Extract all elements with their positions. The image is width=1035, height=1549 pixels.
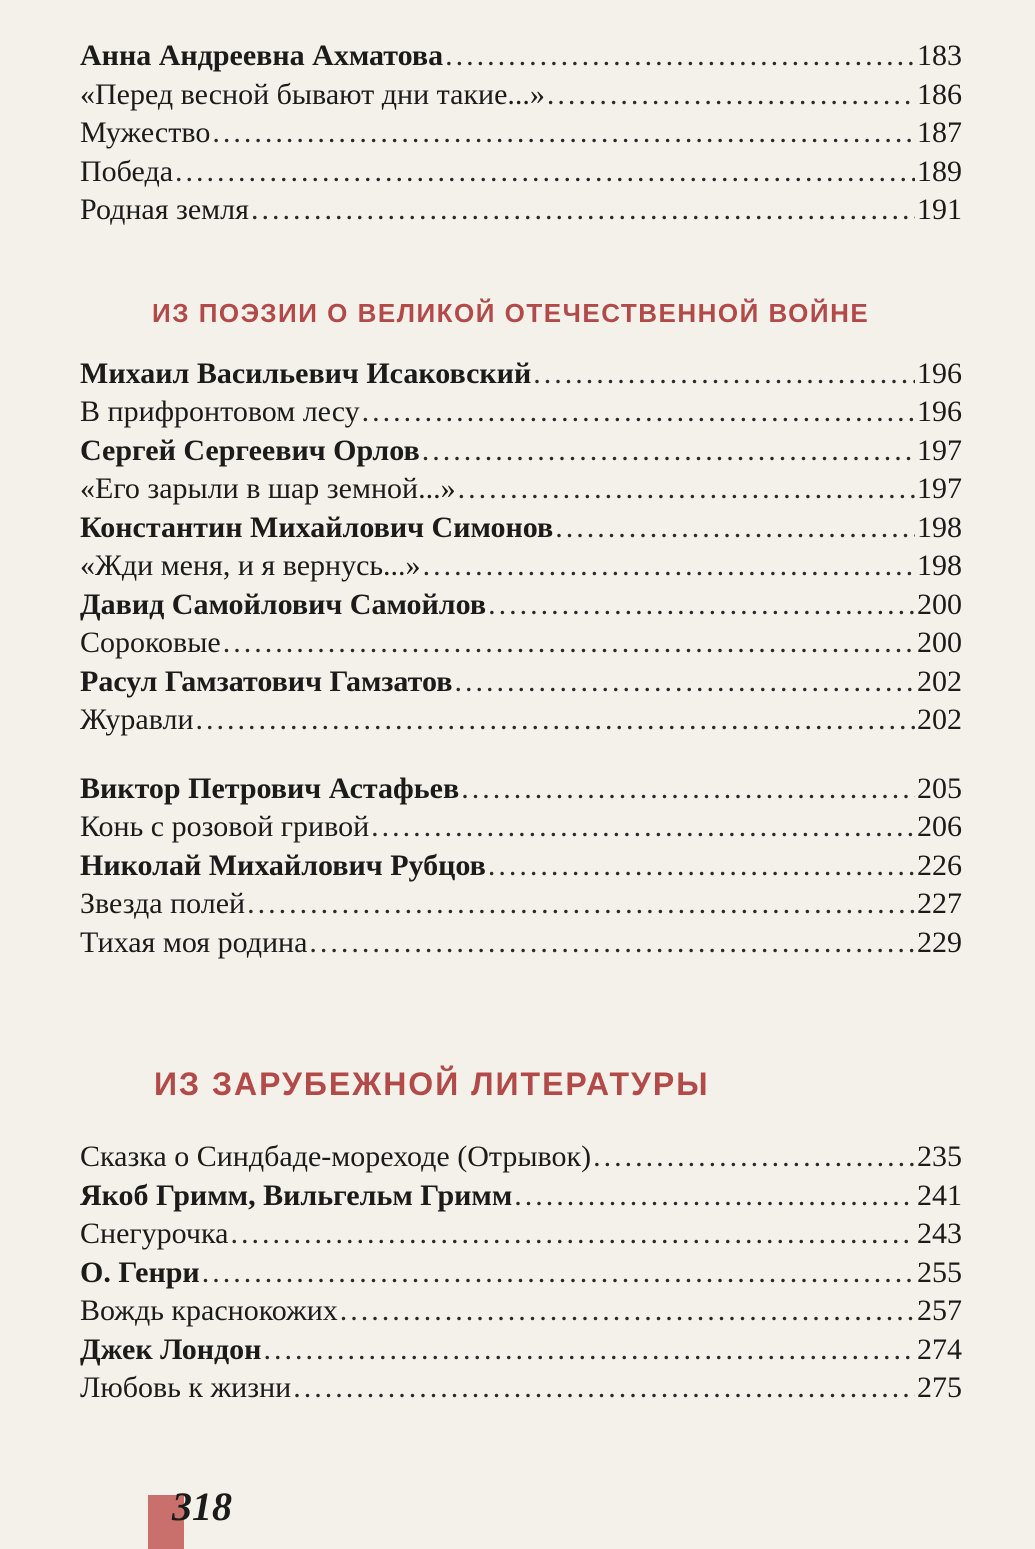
toc-entry[interactable]: [80, 1331, 962, 1370]
toc-entry-page: 187: [917, 116, 962, 149]
toc-entry-title: Якоб Гримм, Вильгельм Гримм: [80, 1178, 513, 1212]
toc-entry-page: 200: [917, 587, 962, 621]
toc-entry-title: Снегурочка: [80, 1217, 229, 1250]
dot-leader: [445, 37, 915, 76]
toc-entry-page: 183: [917, 39, 962, 72]
toc-entry-page: 197: [917, 433, 962, 467]
dot-leader: [223, 624, 915, 663]
toc-entry-title: Вождь краснокожих: [80, 1294, 338, 1327]
dot-leader: [230, 1215, 915, 1254]
toc-entry[interactable]: [80, 153, 962, 192]
dot-leader: [362, 393, 915, 432]
toc-entry[interactable]: [80, 885, 962, 924]
toc-entry[interactable]: [80, 663, 962, 702]
toc-entry-page: 189: [917, 154, 962, 188]
toc-entry-page: 235: [917, 1140, 962, 1173]
toc-entry-title: Сороковые: [80, 626, 221, 659]
toc-entry[interactable]: [80, 547, 962, 586]
spacer: [80, 230, 962, 293]
toc-entry[interactable]: [80, 1254, 962, 1293]
toc-entry[interactable]: [80, 701, 962, 740]
toc-entry[interactable]: [80, 847, 962, 886]
toc-entry-page: 186: [917, 77, 962, 111]
toc-entry-title: Мужество: [80, 116, 211, 149]
dot-leader: [309, 924, 915, 963]
page-number: 318: [172, 1484, 232, 1529]
dot-leader: [488, 847, 915, 886]
toc-entry-page: 227: [917, 887, 962, 920]
dot-leader: [247, 885, 915, 924]
dot-leader: [340, 1292, 915, 1331]
dot-leader: [212, 114, 915, 153]
toc-entry[interactable]: [80, 924, 962, 963]
toc-entry-page: 257: [917, 1294, 962, 1327]
toc-entry-title: «Жди меня, и я вернусь...»: [80, 549, 421, 582]
toc-entry-title: Звезда полей: [80, 887, 246, 920]
spacer: [80, 1104, 962, 1138]
toc-entry-title: «Его зарыли в шар земной...»: [80, 472, 456, 505]
toc-entry-page: 275: [917, 1371, 962, 1404]
spacer: [80, 962, 962, 1064]
toc-entry-page: 198: [917, 510, 962, 544]
toc-entry-page: 191: [917, 193, 962, 226]
toc-entry-title: Николай Михайлович Рубцов: [80, 848, 486, 882]
toc-entry[interactable]: [80, 509, 962, 548]
dot-leader: [251, 191, 915, 230]
toc-entry-page: 205: [917, 771, 962, 805]
toc-entry[interactable]: [80, 76, 962, 115]
dot-leader: [593, 1138, 915, 1177]
toc-entry-page: 202: [917, 664, 962, 698]
toc-entry-title: Тихая моя родина: [80, 925, 308, 959]
toc-entry-page: 200: [917, 626, 962, 659]
toc-entry[interactable]: [80, 586, 962, 625]
dot-leader: [454, 663, 915, 702]
dot-leader: [514, 1177, 915, 1216]
page-footer: [148, 1483, 258, 1549]
toc-entry-page: 255: [917, 1255, 962, 1289]
dot-leader: [555, 509, 915, 548]
toc-entry-title: «Перед весной бывают дни такие...»: [80, 77, 545, 111]
toc-entry[interactable]: [80, 624, 962, 663]
toc-entry-page: 243: [917, 1217, 962, 1250]
toc-entry-page: 274: [917, 1332, 962, 1366]
toc-entry-page: 206: [917, 810, 962, 843]
toc-entry-page: 198: [917, 549, 962, 582]
section-heading-war-poetry: ИЗ ПОЭЗИИ О ВЕЛИКОЙ ОТЕЧЕСТВЕННОЙ ВОЙНЕ: [152, 297, 870, 328]
dot-leader: [533, 355, 915, 394]
toc-entry[interactable]: [80, 37, 962, 76]
toc-group-foreign: [80, 1138, 962, 1408]
toc-entry-title: Победа: [80, 154, 174, 188]
toc-entry-title: Родная земля: [80, 193, 249, 226]
toc-entry[interactable]: [80, 1215, 962, 1254]
toc-entry-page: 226: [917, 848, 962, 882]
toc-entry[interactable]: [80, 355, 962, 394]
toc-entry-title: Виктор Петрович Астафьев: [80, 771, 460, 805]
toc-entry[interactable]: [80, 114, 962, 153]
toc-entry[interactable]: [80, 1138, 962, 1177]
toc-entry-title: Михаил Васильевич Исаковский: [80, 356, 532, 390]
dot-leader: [293, 1369, 915, 1408]
dot-leader: [263, 1331, 915, 1370]
toc-entry-title: Расул Гамзатович Гамзатов: [80, 664, 453, 698]
dot-leader: [423, 547, 915, 586]
toc-entry[interactable]: [80, 1177, 962, 1216]
dot-leader: [371, 808, 915, 847]
toc-entry-title: В прифронтовом лесу: [80, 395, 360, 428]
toc-entry-page: 241: [917, 1178, 962, 1212]
toc-group-war-poetry: [80, 355, 962, 740]
toc-entry-title: Анна Андреевна Ахматова: [80, 39, 444, 72]
toc-entry-title: О. Генри: [80, 1255, 200, 1289]
toc-group-akhmatova: [80, 37, 962, 230]
toc-group-prose: [80, 770, 962, 963]
toc-entry-title: Сказка о Синдбаде-мореходе (Отрывок): [80, 1140, 592, 1173]
toc-entry[interactable]: [80, 470, 962, 509]
toc-entry-title: Любовь к жизни: [80, 1371, 292, 1404]
dot-leader: [461, 770, 915, 809]
dot-leader: [458, 470, 915, 509]
toc-entry-title: Конь с розовой гривой: [80, 810, 370, 843]
dot-leader: [196, 701, 915, 740]
toc-entry[interactable]: [80, 1369, 962, 1408]
toc-entry[interactable]: [80, 191, 962, 230]
section-heading-foreign-literature: ИЗ ЗАРУБЕЖНОЙ ЛИТЕРАТУРЫ: [154, 1066, 710, 1102]
toc-entry-title: Джек Лондон: [80, 1332, 262, 1366]
toc-entry[interactable]: [80, 1292, 962, 1331]
toc-entry-page: 196: [917, 356, 962, 390]
spacer: [80, 333, 962, 355]
dot-leader: [488, 586, 915, 625]
dot-leader: [202, 1254, 915, 1293]
dot-leader: [547, 76, 915, 115]
table-of-contents: [80, 37, 962, 1408]
toc-entry-page: 202: [917, 703, 962, 736]
toc-entry-title: Журавли: [80, 703, 194, 736]
toc-entry-page: 229: [917, 925, 962, 959]
toc-entry-title: Сергей Сергеевич Орлов: [80, 433, 420, 467]
toc-entry-page: 197: [917, 472, 962, 505]
toc-entry[interactable]: [80, 770, 962, 809]
dot-leader: [175, 153, 915, 192]
toc-entry[interactable]: [80, 432, 962, 471]
toc-entry-page: 196: [917, 395, 962, 428]
dot-leader: [422, 432, 915, 471]
toc-entry[interactable]: [80, 393, 962, 432]
spacer: [80, 740, 962, 770]
toc-entry[interactable]: [80, 808, 962, 847]
toc-entry-title: Константин Михайлович Симонов: [80, 510, 554, 544]
toc-entry-title: Давид Самойлович Самойлов: [80, 587, 487, 621]
